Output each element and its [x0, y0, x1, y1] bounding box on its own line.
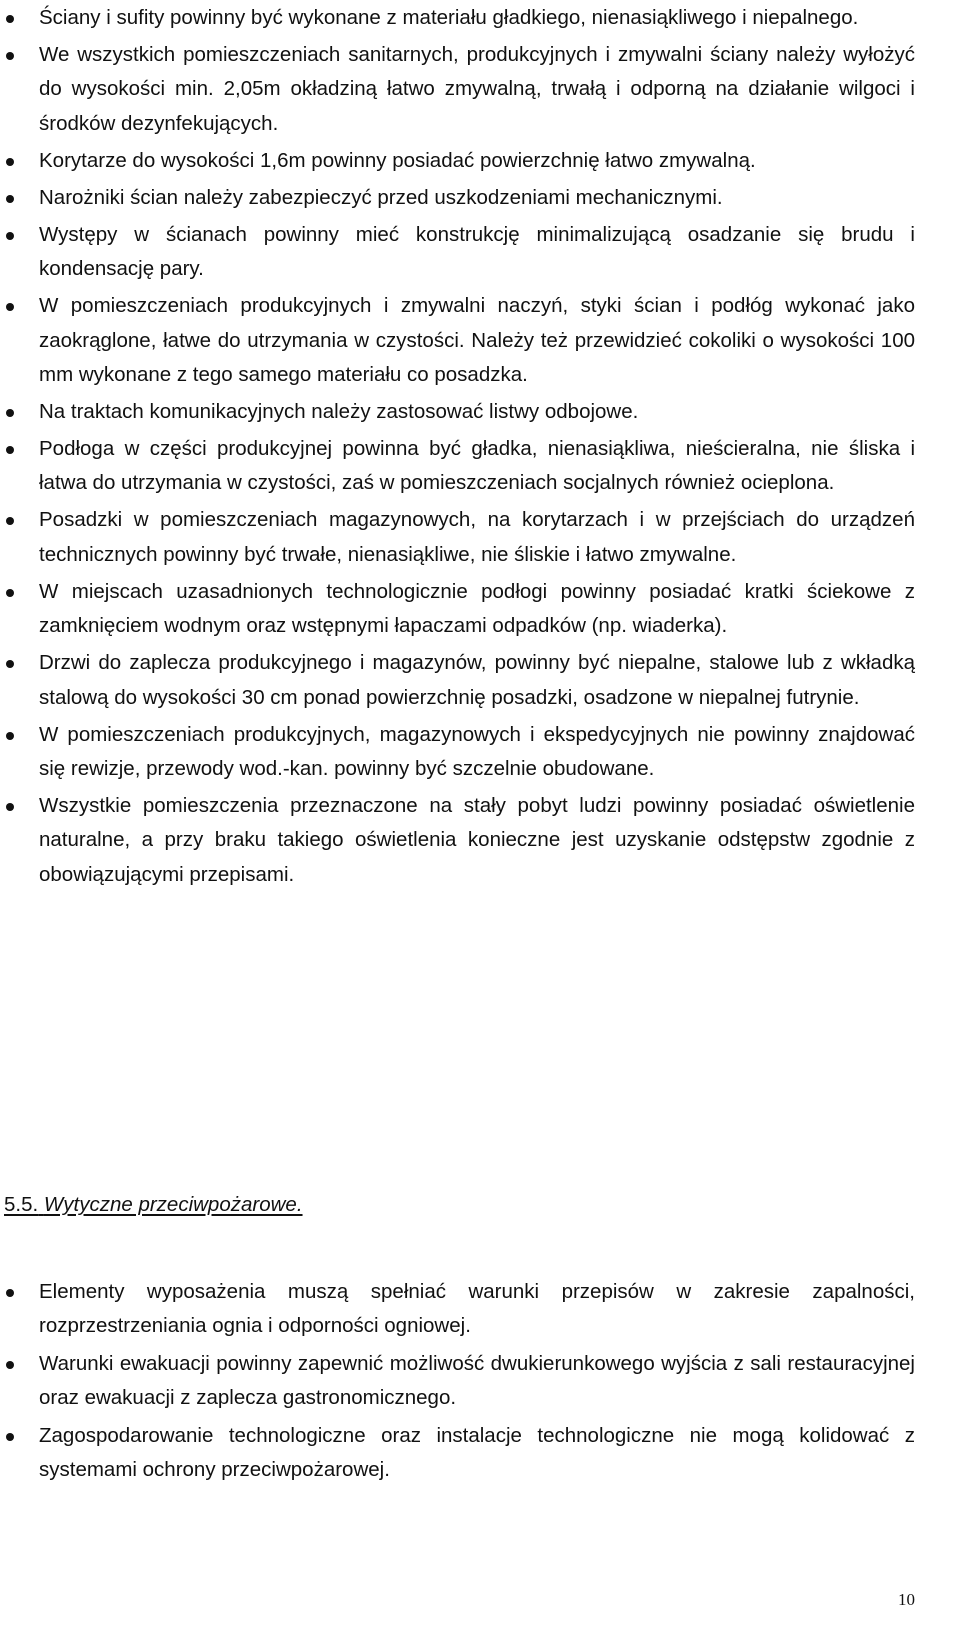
list-item-text: W pomieszczeniach produkcyjnych i zmywalni naczyń, styki ścian i podłóg wykonać jako zaokrąglone, łatwe do utrzymania w czystości. Należy też przewidzieć cokoliki o wysokości 100 mm wykonane z tego samego materiału co posadzka. [39, 294, 915, 387]
bullet-icon [6, 15, 14, 23]
page-number: 10 [898, 1590, 915, 1609]
list-item [0, 1, 960, 35]
list-item-text: W pomieszczeniach produkcyjnych, magazynowych i ekspedycyjnych nie powinny znajdować się rewizje, przewody wod.-kan. powinny być szczelnie obudowane. [39, 722, 915, 781]
list-item [0, 218, 960, 287]
section-title: Wytyczne przeciwpożarowe. [43, 1193, 303, 1216]
list-item-text: Na traktach komunikacyjnych należy zastosować listwy odbojowe. [39, 400, 639, 424]
bullet-icon [6, 732, 14, 740]
bullet-icon [6, 232, 14, 240]
bullet-icon [6, 517, 14, 525]
section-number: 5.5. [4, 1193, 39, 1216]
list-item [0, 503, 960, 572]
list-item [0, 395, 960, 429]
bullet-icon [6, 1361, 14, 1369]
bullet-icon [6, 1289, 14, 1297]
list-item-text: Drzwi do zaplecza produkcyjnego i magazynów, powinny być niepalne, stalowe lub z wkładką stalową do wysokości 30 cm ponad powierzchnię posadzki, osadzone w niepalnej futrynie. [39, 651, 915, 709]
list-item-text: Wszystkie pomieszczenia przeznaczone na stały pobyt ludzi powinny posiadać oświetlenie naturalne, a przy braku takiego oświetlenia konieczne jest uzyskanie odstępstw zgodnie z obowiązującymi przepisami. [39, 794, 915, 886]
requirements-list [0, 1, 960, 895]
bullet-icon [6, 446, 14, 454]
list-item [0, 789, 960, 892]
list-item-text: W miejscach uzasadnionych technologicznie podłogi powinny posiadać kratki ściekowe z zamknięciem wodnym oraz wstępnymi łapaczami odpadków (np. wiaderka). [39, 579, 915, 638]
section-heading [4, 1188, 303, 1222]
bullet-icon [6, 660, 14, 668]
bullet-icon [6, 803, 14, 811]
list-item [0, 575, 960, 644]
list-item [0, 1419, 960, 1488]
bullet-icon [6, 195, 14, 203]
bullet-icon [6, 409, 14, 417]
list-item-text: Posadzki w pomieszczeniach magazynowych, na korytarzach i w przejściach do urządzeń technicznych powinny być trwałe, nienasiąkliwe, nie śliskie i łatwo zmywalne. [39, 508, 915, 566]
list-item-text: Narożniki ścian należy zabezpieczyć przed uszkodzeniami mechanicznymi. [39, 185, 723, 209]
list-item [0, 1347, 960, 1416]
list-item-text: Korytarze do wysokości 1,6m powinny posiadać powierzchnię łatwo zmywalną. [39, 148, 756, 172]
list-item [0, 432, 960, 501]
list-item [0, 1275, 960, 1344]
bullet-icon [6, 158, 14, 166]
bullet-icon [6, 589, 14, 597]
list-item [0, 38, 960, 141]
list-item [0, 646, 960, 715]
list-item-text: Podłoga w części produkcyjnej powinna być gładka, nienasiąkliwa, nieścieralna, nie śliska i łatwa do utrzymania w czystości, zaś w pomieszczeniach socjalnych również ocieplona. [39, 437, 915, 495]
list-item [0, 289, 960, 392]
fire-safety-list [0, 1275, 960, 1490]
bullet-icon [6, 303, 14, 311]
list-item-text: Warunki ewakuacji powinny zapewnić możliwość dwukierunkowego wyjścia z sali restauracyjnej oraz ewakuacji z zaplecza gastronomicznego. [39, 1351, 915, 1410]
list-item [0, 181, 960, 215]
list-item [0, 718, 960, 787]
list-item-text: Elementy wyposażenia muszą spełniać warunki przepisów w zakresie zapalności, rozprzestrzeniania ognia i odporności ogniowej. [39, 1280, 915, 1338]
bullet-icon [6, 1433, 14, 1441]
bullet-icon [6, 52, 14, 60]
list-item [0, 144, 960, 178]
list-item-text: We wszystkich pomieszczeniach sanitarnych, produkcyjnych i zmywalni ściany należy wyłożyć do wysokości min. 2,05m okładziną łatwo zmywalną, trwałą i odporną na działanie wilgoci i środków dezynfekujących. [39, 43, 915, 135]
list-item-text: Ściany i sufity powinny być wykonane z materiału gładkiego, nienasiąkliwego i niepalnego. [39, 6, 859, 29]
list-item-text: Występy w ścianach powinny mieć konstrukcję minimalizującą osadzanie się brudu i kondensację pary. [39, 222, 915, 281]
list-item-text: Zagospodarowanie technologiczne oraz instalacje technologiczne nie mogą kolidować z systemami ochrony przeciwpożarowej. [39, 1423, 915, 1482]
